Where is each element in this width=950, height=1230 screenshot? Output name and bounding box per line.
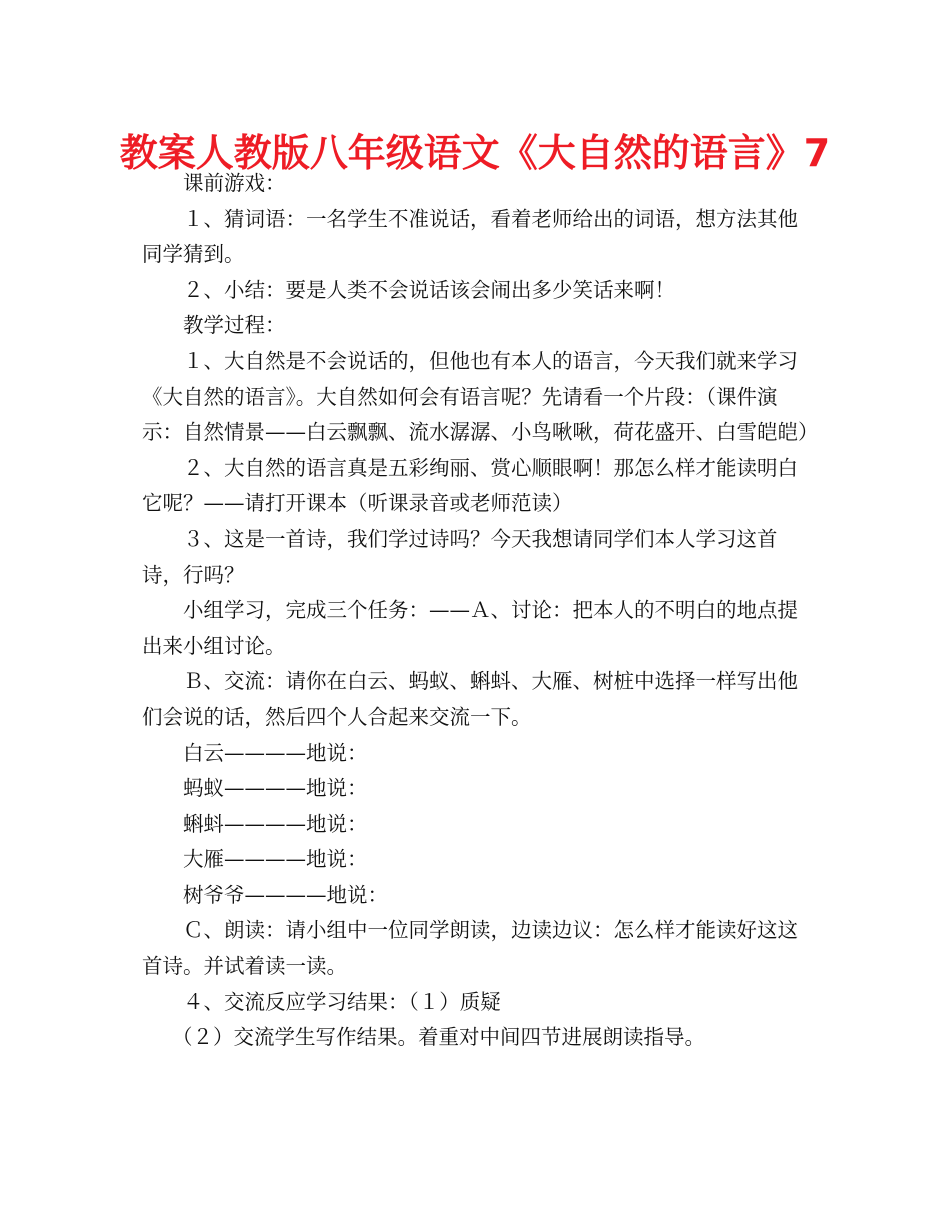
paragraph: ２、大自然的语言真是五彩绚丽、赏心顺眼啊！那怎么样才能读明白它呢？——请打开课本（听课录音或老师范读） bbox=[142, 455, 798, 516]
paragraph: ２、小结：要是人类不会说话该会闹出多少笑话来啊！ bbox=[183, 277, 675, 302]
paragraph: １、猜词语：一名学生不准说话，看着老师给出的词语，想方法其他同学猜到。 bbox=[142, 206, 798, 267]
paragraph: Ｂ、交流：请你在白云、蚂蚁、蝌蚪、大雁、树桩中选择一样写出他们会说的话，然后四个人合起来交流一下。 bbox=[142, 669, 798, 729]
paragraph: 蝌蚪————地说： bbox=[183, 811, 368, 836]
document-body bbox=[142, 166, 819, 1056]
paragraph: 树爷爷————地说： bbox=[183, 882, 388, 907]
paragraph: 课前游戏： bbox=[183, 171, 286, 195]
paragraph: １、大自然是不会说话的，但他也有本人的语言，今天我们就来学习《大自然的语言》。大自然如何会有语言呢？先请看一个片段：（课件演示：自然情景——白云飘飘、流水潺潺、小鸟啾啾，荷花盛开、白雪皑皑） bbox=[142, 348, 819, 445]
paragraph: 白云————地说： bbox=[183, 740, 368, 765]
paragraph: （２）交流学生写作结果。着重对中间四节进展朗读指导。 bbox=[172, 1025, 705, 1050]
paragraph: 大雁————地说： bbox=[183, 847, 368, 872]
document-title: 教案人教版八年级语文《大自然的语言》7 bbox=[119, 131, 831, 175]
paragraph: ４、交流反应学习结果：（１）质疑 bbox=[183, 989, 501, 1014]
paragraph: ３、这是一首诗，我们学过诗吗？今天我想请同学们本人学习这首诗，行吗？ bbox=[142, 526, 778, 587]
paragraph: Ｃ、朗读：请小组中一位同学朗读，边读边议：怎么样才能读好这这首诗。并试着读一读。 bbox=[142, 918, 798, 979]
paragraph: 小组学习，完成三个任务：——Ａ、讨论：把本人的不明白的地点提出来小组讨论。 bbox=[142, 598, 798, 658]
paragraph: 教学过程： bbox=[183, 313, 286, 338]
paragraph: 蚂蚁————地说： bbox=[183, 776, 368, 801]
